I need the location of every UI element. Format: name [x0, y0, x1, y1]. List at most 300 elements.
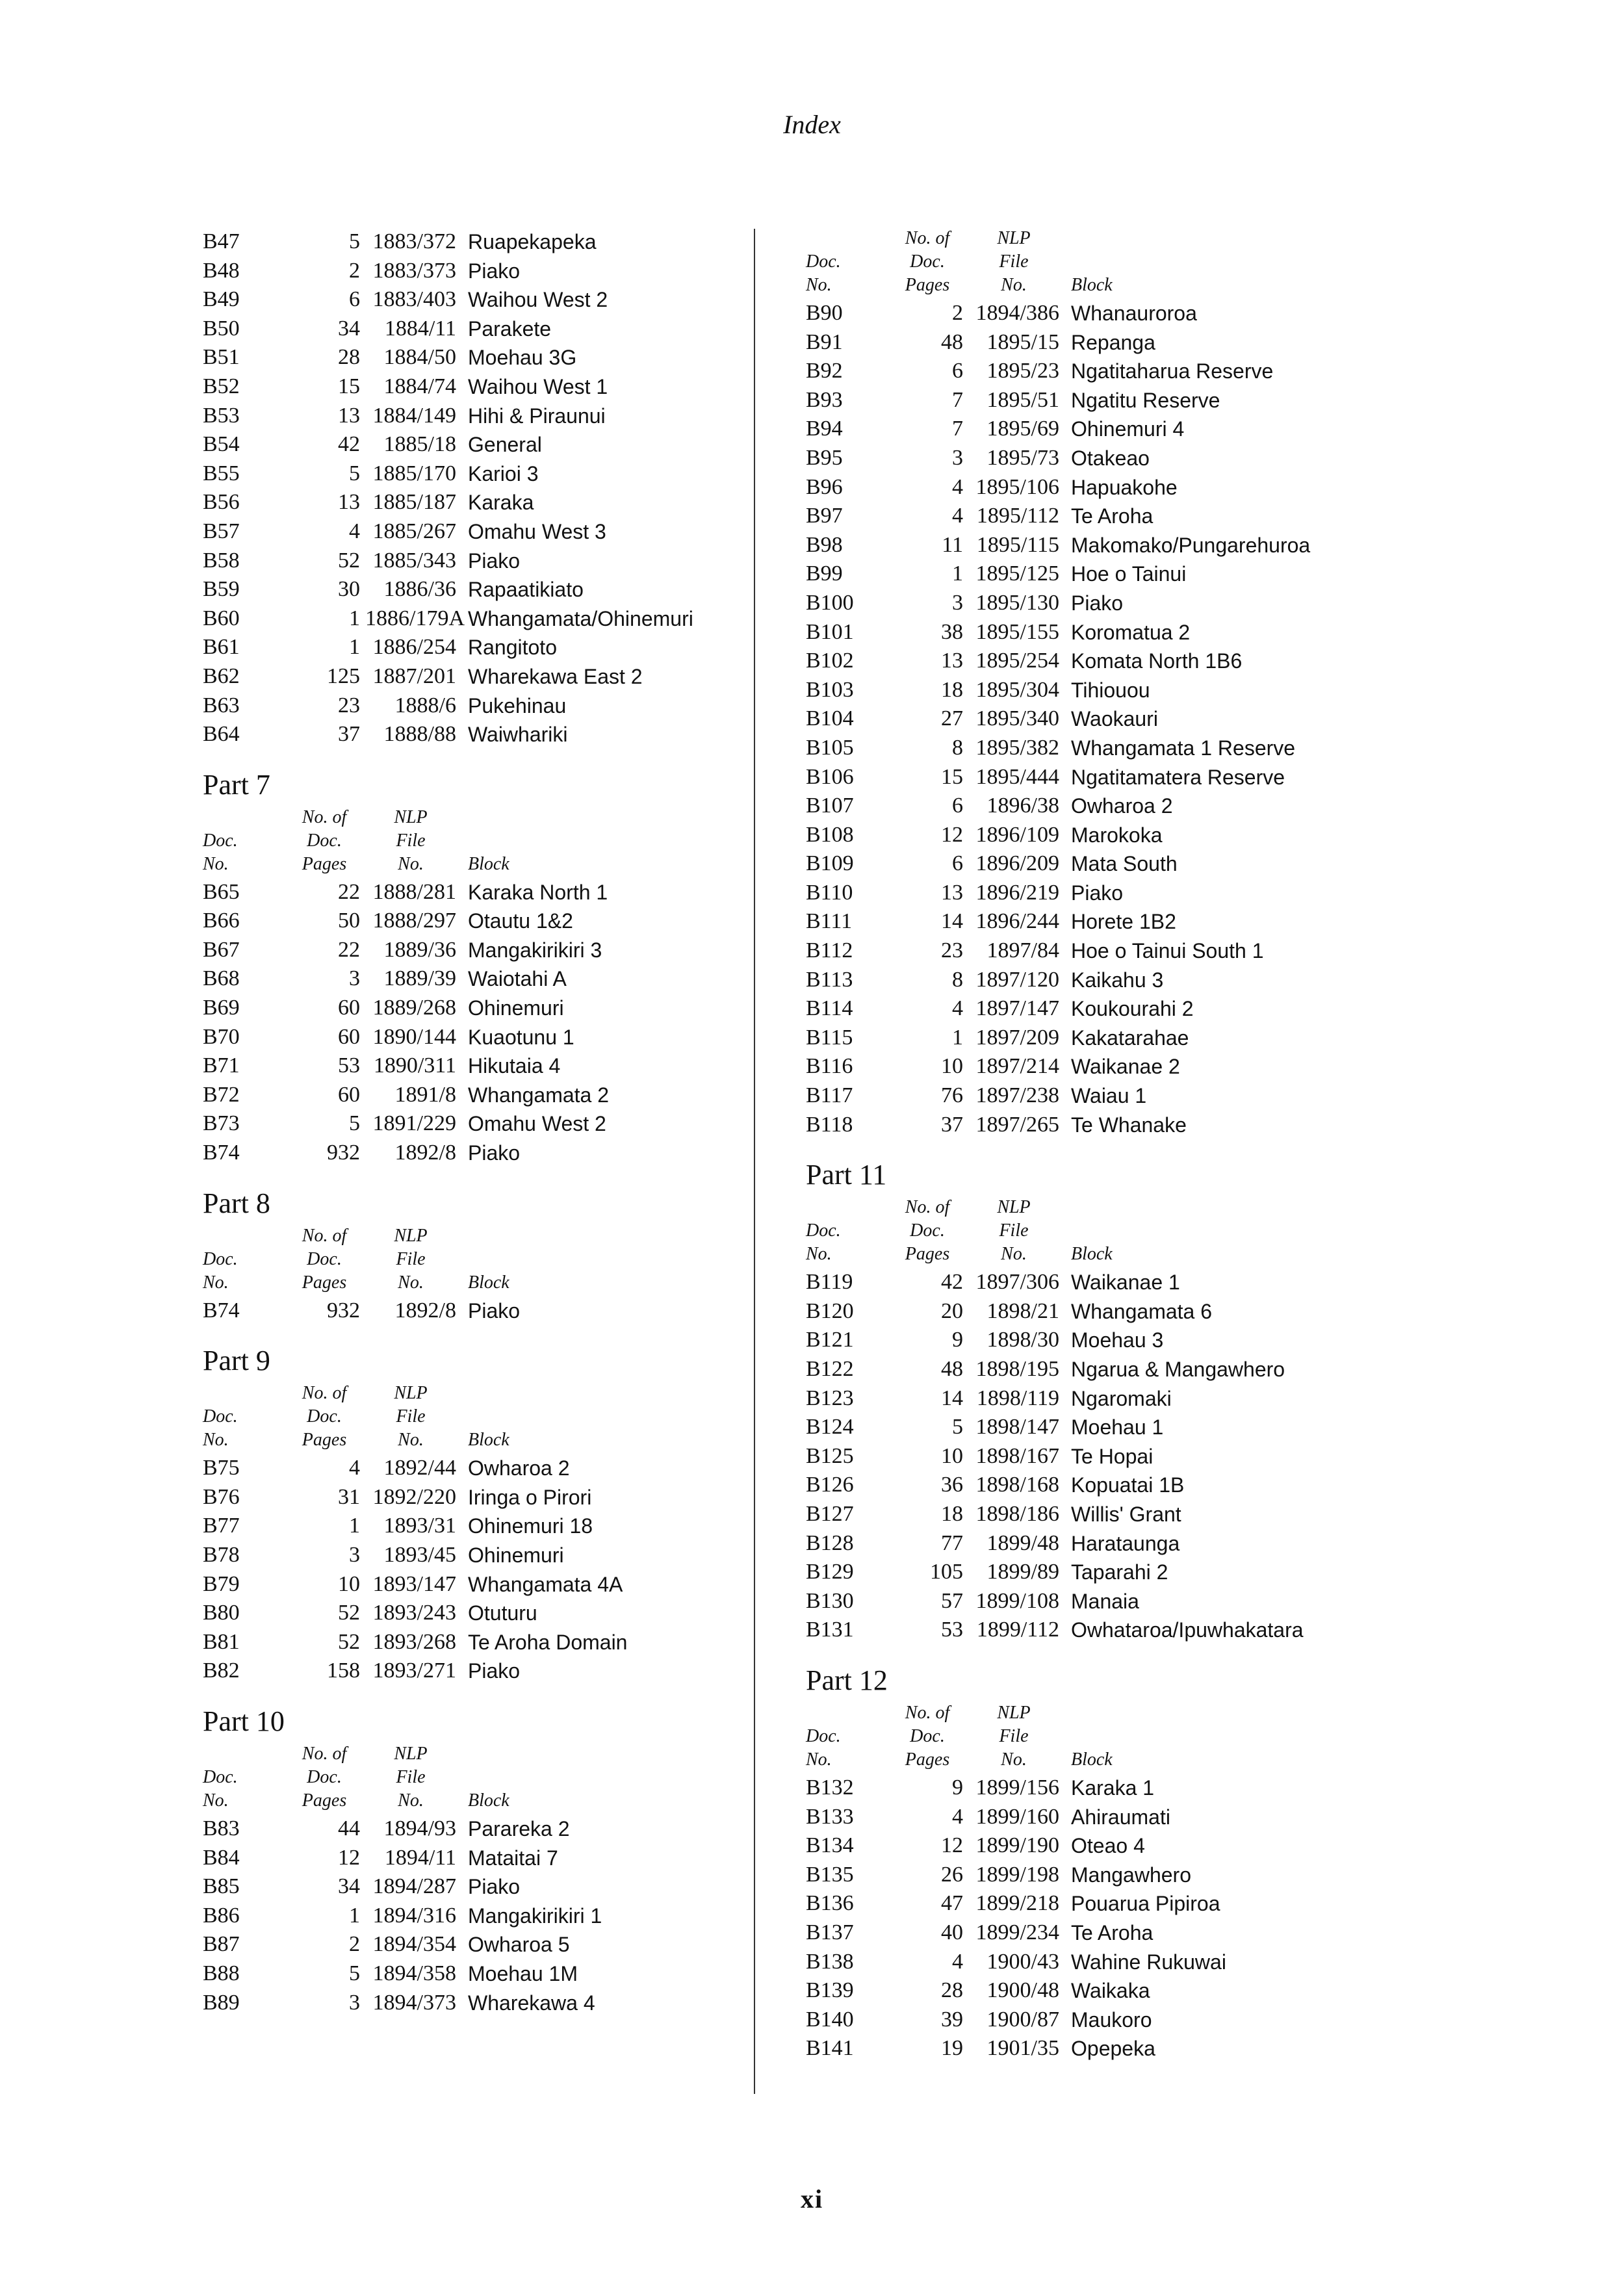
doc-number: B84	[203, 1845, 240, 1870]
doc-number: B61	[203, 635, 240, 660]
page-count: 12	[941, 1833, 963, 1858]
header-doc-line1: Doc.	[203, 830, 238, 851]
block-name: Kaikahu 3	[1071, 968, 1164, 992]
header-nlp-line2: File	[396, 1248, 426, 1269]
table-row	[806, 1384, 1365, 1414]
page-count: 42	[941, 1270, 963, 1295]
table-row	[203, 1599, 723, 1628]
block-name: Kakatarahae	[1071, 1026, 1189, 1050]
table-row	[806, 357, 1365, 386]
page-count: 15	[338, 374, 360, 398]
header-block: Block	[468, 853, 509, 874]
block-name: Te Whanake	[1071, 1113, 1187, 1137]
table-row	[203, 1541, 723, 1570]
block-name: Hihi & Piraunui	[468, 404, 606, 428]
page-count: 30	[338, 577, 360, 602]
page-count: 13	[941, 880, 963, 905]
nlp-file-number: 1894/358	[372, 1961, 456, 1985]
doc-number: B52	[203, 374, 240, 398]
index-column-left	[203, 227, 723, 2017]
table-row	[203, 1023, 723, 1052]
block-name: Hapuakohe	[1071, 475, 1178, 499]
block-name: Marokoka	[1071, 823, 1163, 847]
table-row	[203, 227, 723, 257]
table-row	[806, 473, 1365, 502]
doc-number: B118	[806, 1112, 853, 1137]
page-count: 19	[941, 2036, 963, 2061]
page-count: 1	[952, 1025, 963, 1050]
page-count: 1	[349, 1514, 360, 1538]
block-name: Rangitoto	[468, 636, 557, 660]
doc-number: B109	[806, 851, 854, 876]
doc-number: B82	[203, 1659, 240, 1683]
table-row	[806, 907, 1365, 936]
table-row	[806, 676, 1365, 705]
doc-number: B140	[806, 2007, 854, 2032]
table-row	[806, 879, 1365, 908]
table-row	[203, 315, 723, 344]
table-row	[806, 1976, 1365, 2006]
nlp-file-number: 1893/268	[372, 1629, 456, 1654]
table-row	[203, 1628, 723, 1657]
nlp-file-number: 1896/109	[975, 822, 1059, 847]
header-pages-line3: Pages	[905, 1749, 950, 1770]
nlp-file-number: 1898/21	[986, 1298, 1059, 1323]
page-count: 18	[941, 677, 963, 702]
doc-number: B81	[203, 1629, 240, 1654]
block-name: Omahu West 3	[468, 519, 606, 543]
doc-number: B95	[806, 445, 843, 470]
table-row	[203, 488, 723, 517]
block-name: Maukoro	[1071, 2007, 1152, 2032]
block-name: Hoe o Tainui	[1071, 562, 1187, 586]
table-row	[806, 1948, 1365, 1977]
doc-number: B106	[806, 764, 854, 789]
page-count: 932	[327, 1141, 360, 1165]
doc-number: B134	[806, 1833, 854, 1858]
index-section	[806, 1154, 1365, 1645]
header-pages-line2: Doc.	[910, 1725, 945, 1746]
table-row	[203, 257, 723, 286]
index-section	[806, 227, 1365, 1139]
index-section	[203, 764, 723, 1168]
table-row	[806, 994, 1365, 1024]
nlp-file-number: 1901/35	[986, 2036, 1059, 2061]
table-row	[203, 1297, 723, 1326]
nlp-file-number: 1895/51	[986, 387, 1059, 412]
doc-number: B79	[203, 1571, 240, 1596]
block-name: Otakeao	[1071, 446, 1150, 470]
block-name: Piako	[468, 259, 521, 283]
page-count: 158	[327, 1659, 360, 1683]
block-name: Waikanae 2	[1071, 1055, 1180, 1079]
page-count: 40	[941, 1920, 963, 1944]
block-name: Waiwhariki	[468, 723, 568, 747]
block-name: Komata North 1B6	[1071, 649, 1243, 673]
table-row	[806, 966, 1365, 995]
block-name: Whangamata/Ohinemuri	[468, 606, 693, 630]
nlp-file-number: 1898/195	[975, 1357, 1059, 1381]
doc-number: B112	[806, 938, 853, 963]
table-row	[203, 547, 723, 576]
nlp-file-number: 1884/11	[384, 316, 456, 341]
block-name: Ngatitu Reserve	[1071, 388, 1220, 412]
header-nlp-line2: File	[999, 1725, 1029, 1746]
table-row	[806, 386, 1365, 415]
index-section	[203, 227, 723, 749]
table-row	[203, 1139, 723, 1168]
table-row	[203, 691, 723, 721]
table-row	[203, 1483, 723, 1512]
block-name: Te Aroha	[1071, 1920, 1154, 1944]
block-name: Ngarua & Mangawhero	[1071, 1358, 1285, 1381]
doc-number: B111	[806, 909, 853, 934]
nlp-file-number: 1891/8	[394, 1082, 456, 1107]
header-nlp-line1: NLP	[394, 1743, 428, 1764]
running-head: Index	[783, 110, 841, 139]
nlp-file-number: 1895/304	[975, 677, 1059, 702]
page-count: 50	[338, 909, 360, 933]
page-count: 2	[952, 301, 963, 325]
nlp-file-number: 1890/144	[372, 1024, 456, 1049]
page-count: 37	[941, 1112, 963, 1137]
page-count: 5	[349, 1111, 360, 1136]
nlp-file-number: 1899/89	[986, 1560, 1059, 1584]
header-pages-line3: Pages	[905, 1244, 950, 1265]
table-row	[806, 1081, 1365, 1111]
block-name: Owhataroa/Ipuwhakatara	[1071, 1618, 1304, 1642]
page-count: 10	[941, 1054, 963, 1079]
doc-number: B105	[806, 735, 854, 760]
block-name: Rapaatikiato	[468, 578, 584, 602]
table-row	[203, 1930, 723, 1959]
table-row	[203, 1109, 723, 1139]
doc-number: B128	[806, 1530, 854, 1555]
nlp-file-number: 1894/287	[372, 1874, 456, 1899]
page-count: 5	[349, 1961, 360, 1985]
nlp-file-number: 1886/36	[383, 577, 456, 602]
doc-number: B68	[203, 966, 240, 991]
table-row	[203, 1570, 723, 1599]
block-name: Kopuatai 1B	[1071, 1473, 1185, 1497]
doc-number: B101	[806, 619, 854, 644]
column-headers	[203, 1382, 723, 1454]
doc-number: B92	[806, 359, 843, 383]
page-count: 26	[941, 1862, 963, 1887]
table-row	[806, 1774, 1365, 1803]
block-name: Pouarua Pipiroa	[1071, 1892, 1220, 1916]
page-count: 28	[941, 1978, 963, 2003]
block-name: Waihou West 1	[468, 374, 608, 398]
nlp-file-number: 1883/403	[372, 287, 456, 312]
nlp-file-number: 1883/372	[372, 229, 456, 253]
nlp-file-number: 1895/69	[986, 417, 1059, 441]
doc-number: B83	[203, 1816, 240, 1840]
nlp-file-number: 1896/219	[975, 880, 1059, 905]
nlp-file-number: 1884/50	[383, 345, 456, 370]
nlp-file-number: 1884/149	[372, 403, 456, 428]
block-name: Horete 1B2	[1071, 910, 1176, 934]
page-count: 57	[941, 1588, 963, 1613]
table-row	[806, 647, 1365, 676]
doc-number: B53	[203, 403, 240, 428]
doc-number: B89	[203, 1990, 240, 2015]
doc-number: B136	[806, 1891, 854, 1916]
doc-number: B121	[806, 1328, 854, 1352]
page-count: 47	[941, 1891, 963, 1916]
header-doc-line1: Doc.	[203, 1766, 238, 1787]
header-pages-line1: No. of	[302, 807, 347, 827]
nlp-file-number: 1898/168	[975, 1473, 1059, 1497]
page-count: 5	[349, 461, 360, 485]
doc-number: B60	[203, 606, 240, 630]
page-count: 76	[941, 1083, 963, 1108]
block-name: Piako	[468, 1875, 521, 1899]
doc-number: B113	[806, 967, 853, 992]
doc-number: B67	[203, 937, 240, 962]
header-pages-line3: Pages	[302, 1430, 347, 1451]
block-name: Karaka 1	[1071, 1775, 1155, 1800]
page-count: 11	[942, 532, 963, 557]
nlp-file-number: 1885/18	[383, 432, 456, 457]
part-heading: Part 12	[806, 1664, 888, 1696]
block-name: Mata South	[1071, 852, 1178, 876]
nlp-file-number: 1895/15	[986, 329, 1059, 354]
table-row	[203, 1814, 723, 1844]
nlp-file-number: 1900/87	[986, 2007, 1059, 2032]
doc-number: B100	[806, 590, 854, 615]
page-count: 48	[941, 329, 963, 354]
table-row	[203, 1872, 723, 1902]
block-name: Ahiraumati	[1071, 1805, 1170, 1829]
doc-number: B72	[203, 1082, 240, 1107]
table-row	[203, 372, 723, 402]
table-row	[806, 1111, 1365, 1140]
block-name: Karioi 3	[468, 461, 539, 485]
doc-number: B50	[203, 316, 240, 341]
table-row	[806, 1413, 1365, 1442]
block-name: Omahu West 2	[468, 1112, 606, 1136]
block-name: Waikaka	[1071, 1979, 1150, 2003]
page-count: 27	[941, 706, 963, 731]
table-row	[806, 1326, 1365, 1355]
nlp-file-number: 1892/8	[394, 1141, 456, 1165]
block-name: Otuturu	[468, 1601, 537, 1625]
block-name: Koromatua 2	[1071, 620, 1191, 644]
page-count: 53	[338, 1053, 360, 1078]
page-count: 8	[952, 735, 963, 760]
table-row	[203, 633, 723, 662]
page-count: 60	[338, 1082, 360, 1107]
block-name: Parakete	[468, 316, 552, 341]
nlp-file-number: 1892/8	[394, 1298, 456, 1323]
page-count: 2	[349, 1932, 360, 1957]
nlp-file-number: 1898/30	[986, 1328, 1059, 1352]
block-name: Piako	[468, 1141, 521, 1165]
nlp-file-number: 1891/229	[372, 1111, 456, 1136]
header-nlp-line3: No.	[398, 1430, 424, 1451]
table-row	[806, 821, 1365, 850]
doc-number: B131	[806, 1618, 854, 1642]
doc-number: B85	[203, 1874, 240, 1899]
block-name: Ngatitamatera Reserve	[1071, 765, 1285, 789]
nlp-file-number: 1896/38	[986, 794, 1059, 818]
block-name: Otautu 1&2	[468, 909, 573, 933]
header-pages-line2: Doc.	[910, 252, 945, 272]
doc-number: B77	[203, 1514, 240, 1538]
header-pages-line1: No. of	[302, 1383, 347, 1404]
block-name: Te Hopai	[1071, 1444, 1154, 1468]
nlp-file-number: 1886/254	[372, 635, 456, 660]
block-name: General	[468, 433, 542, 457]
doc-number: B75	[203, 1456, 240, 1480]
nlp-file-number: 1892/220	[372, 1484, 456, 1509]
block-name: Waiotahi A	[468, 967, 567, 991]
page-count: 2	[349, 258, 360, 283]
page-count: 18	[941, 1501, 963, 1526]
block-name: Waiau 1	[1071, 1084, 1147, 1108]
header-nlp-line3: No.	[398, 853, 424, 874]
table-row	[806, 618, 1365, 647]
block-name: Karaka North 1	[468, 880, 608, 904]
header-block: Block	[1071, 275, 1113, 295]
table-row	[203, 575, 723, 604]
header-nlp-line1: NLP	[997, 228, 1031, 248]
nlp-file-number: 1889/36	[383, 937, 456, 962]
block-name: Parareka 2	[468, 1816, 570, 1840]
table-row	[806, 1861, 1365, 1890]
header-nlp-line2: File	[396, 830, 426, 851]
table-row	[203, 402, 723, 431]
page-count: 105	[930, 1560, 963, 1584]
block-name: Oteao 4	[1071, 1834, 1145, 1858]
header-doc-line2: No.	[203, 1790, 229, 1811]
header-pages-line1: No. of	[302, 1225, 347, 1246]
doc-number: B65	[203, 879, 240, 904]
doc-number: B127	[806, 1501, 854, 1526]
table-row	[806, 444, 1365, 473]
table-row	[806, 936, 1365, 966]
table-row	[203, 662, 723, 691]
doc-number: B122	[806, 1357, 854, 1381]
header-doc-line1: Doc.	[203, 1248, 238, 1269]
page-count: 3	[349, 1990, 360, 2015]
table-row	[806, 299, 1365, 328]
doc-number: B117	[806, 1083, 853, 1108]
block-name: Harataunga	[1071, 1531, 1180, 1555]
doc-number: B97	[806, 504, 843, 528]
nlp-file-number: 1888/88	[383, 722, 456, 747]
nlp-file-number: 1893/243	[372, 1601, 456, 1625]
block-name: Pukehinau	[468, 693, 567, 717]
nlp-file-number: 1894/354	[372, 1932, 456, 1957]
page-count: 6	[952, 794, 963, 818]
nlp-file-number: 1896/244	[975, 909, 1059, 934]
table-row	[806, 734, 1365, 763]
table-row	[203, 964, 723, 994]
part-heading: Part 11	[806, 1159, 887, 1191]
header-pages-line2: Doc.	[307, 1248, 342, 1269]
block-name: Mangakirikiri 3	[468, 938, 602, 962]
doc-number: B115	[806, 1025, 853, 1050]
doc-number: B93	[806, 387, 843, 412]
table-row	[806, 1529, 1365, 1558]
header-nlp-line2: File	[396, 1766, 426, 1787]
block-name: Taparahi 2	[1071, 1560, 1168, 1584]
header-pages-line3: Pages	[302, 1790, 347, 1811]
doc-number: B94	[806, 417, 843, 441]
table-row	[806, 1268, 1365, 1297]
header-nlp-line1: NLP	[394, 1383, 428, 1404]
block-name: Makomako/Pungarehuroa	[1071, 533, 1311, 557]
nlp-file-number: 1895/382	[975, 735, 1059, 760]
header-doc-line1: Doc.	[806, 1220, 841, 1241]
doc-number: B86	[203, 1903, 240, 1928]
block-name: Hikutaia 4	[468, 1054, 561, 1078]
doc-number: B76	[203, 1484, 240, 1509]
doc-number: B99	[806, 562, 843, 586]
nlp-file-number: 1895/254	[975, 649, 1059, 673]
page-count: 13	[338, 403, 360, 428]
page-count: 3	[952, 590, 963, 615]
page-count: 10	[941, 1443, 963, 1468]
doc-number: B125	[806, 1443, 854, 1468]
doc-number: B119	[806, 1270, 853, 1295]
doc-number: B47	[203, 229, 240, 253]
page-count: 52	[338, 548, 360, 573]
nlp-file-number: 1885/267	[372, 519, 456, 543]
table-row	[806, 1616, 1365, 1645]
doc-number: B80	[203, 1601, 240, 1625]
block-name: Piako	[468, 1298, 521, 1323]
page-count: 12	[941, 822, 963, 847]
header-pages-line2: Doc.	[307, 1406, 342, 1427]
table-row	[203, 994, 723, 1023]
page-count: 8	[952, 967, 963, 992]
page-count: 4	[952, 1949, 963, 1974]
doc-number: B110	[806, 880, 853, 905]
table-row	[806, 704, 1365, 734]
nlp-file-number: 1885/170	[372, 461, 456, 485]
table-row	[203, 1052, 723, 1081]
header-pages-line2: Doc.	[307, 1766, 342, 1787]
header-block: Block	[468, 1430, 509, 1451]
nlp-file-number: 1894/386	[975, 301, 1059, 325]
page-count: 38	[941, 619, 963, 644]
header-nlp-line3: No.	[1001, 1244, 1027, 1265]
table-row	[806, 1558, 1365, 1587]
nlp-file-number: 1893/45	[383, 1543, 456, 1567]
table-row	[806, 1297, 1365, 1326]
part-heading: Part 8	[203, 1187, 270, 1219]
nlp-file-number: 1899/160	[975, 1804, 1059, 1829]
doc-number: B114	[806, 996, 853, 1021]
block-name: Te Aroha Domain	[468, 1630, 628, 1654]
table-row	[806, 2006, 1365, 2035]
block-name: Whangamata 2	[468, 1083, 610, 1107]
page-count: 42	[338, 432, 360, 457]
page-count: 22	[338, 879, 360, 904]
table-row	[203, 1454, 723, 1483]
doc-number: B49	[203, 287, 240, 312]
nlp-file-number: 1888/281	[372, 879, 456, 904]
nlp-file-number: 1899/108	[975, 1588, 1059, 1613]
header-nlp-line1: NLP	[394, 1225, 428, 1246]
block-name: Iringa o Pirori	[468, 1485, 592, 1509]
doc-number: B116	[806, 1054, 853, 1079]
doc-number: B102	[806, 649, 854, 673]
page-count: 6	[952, 359, 963, 383]
